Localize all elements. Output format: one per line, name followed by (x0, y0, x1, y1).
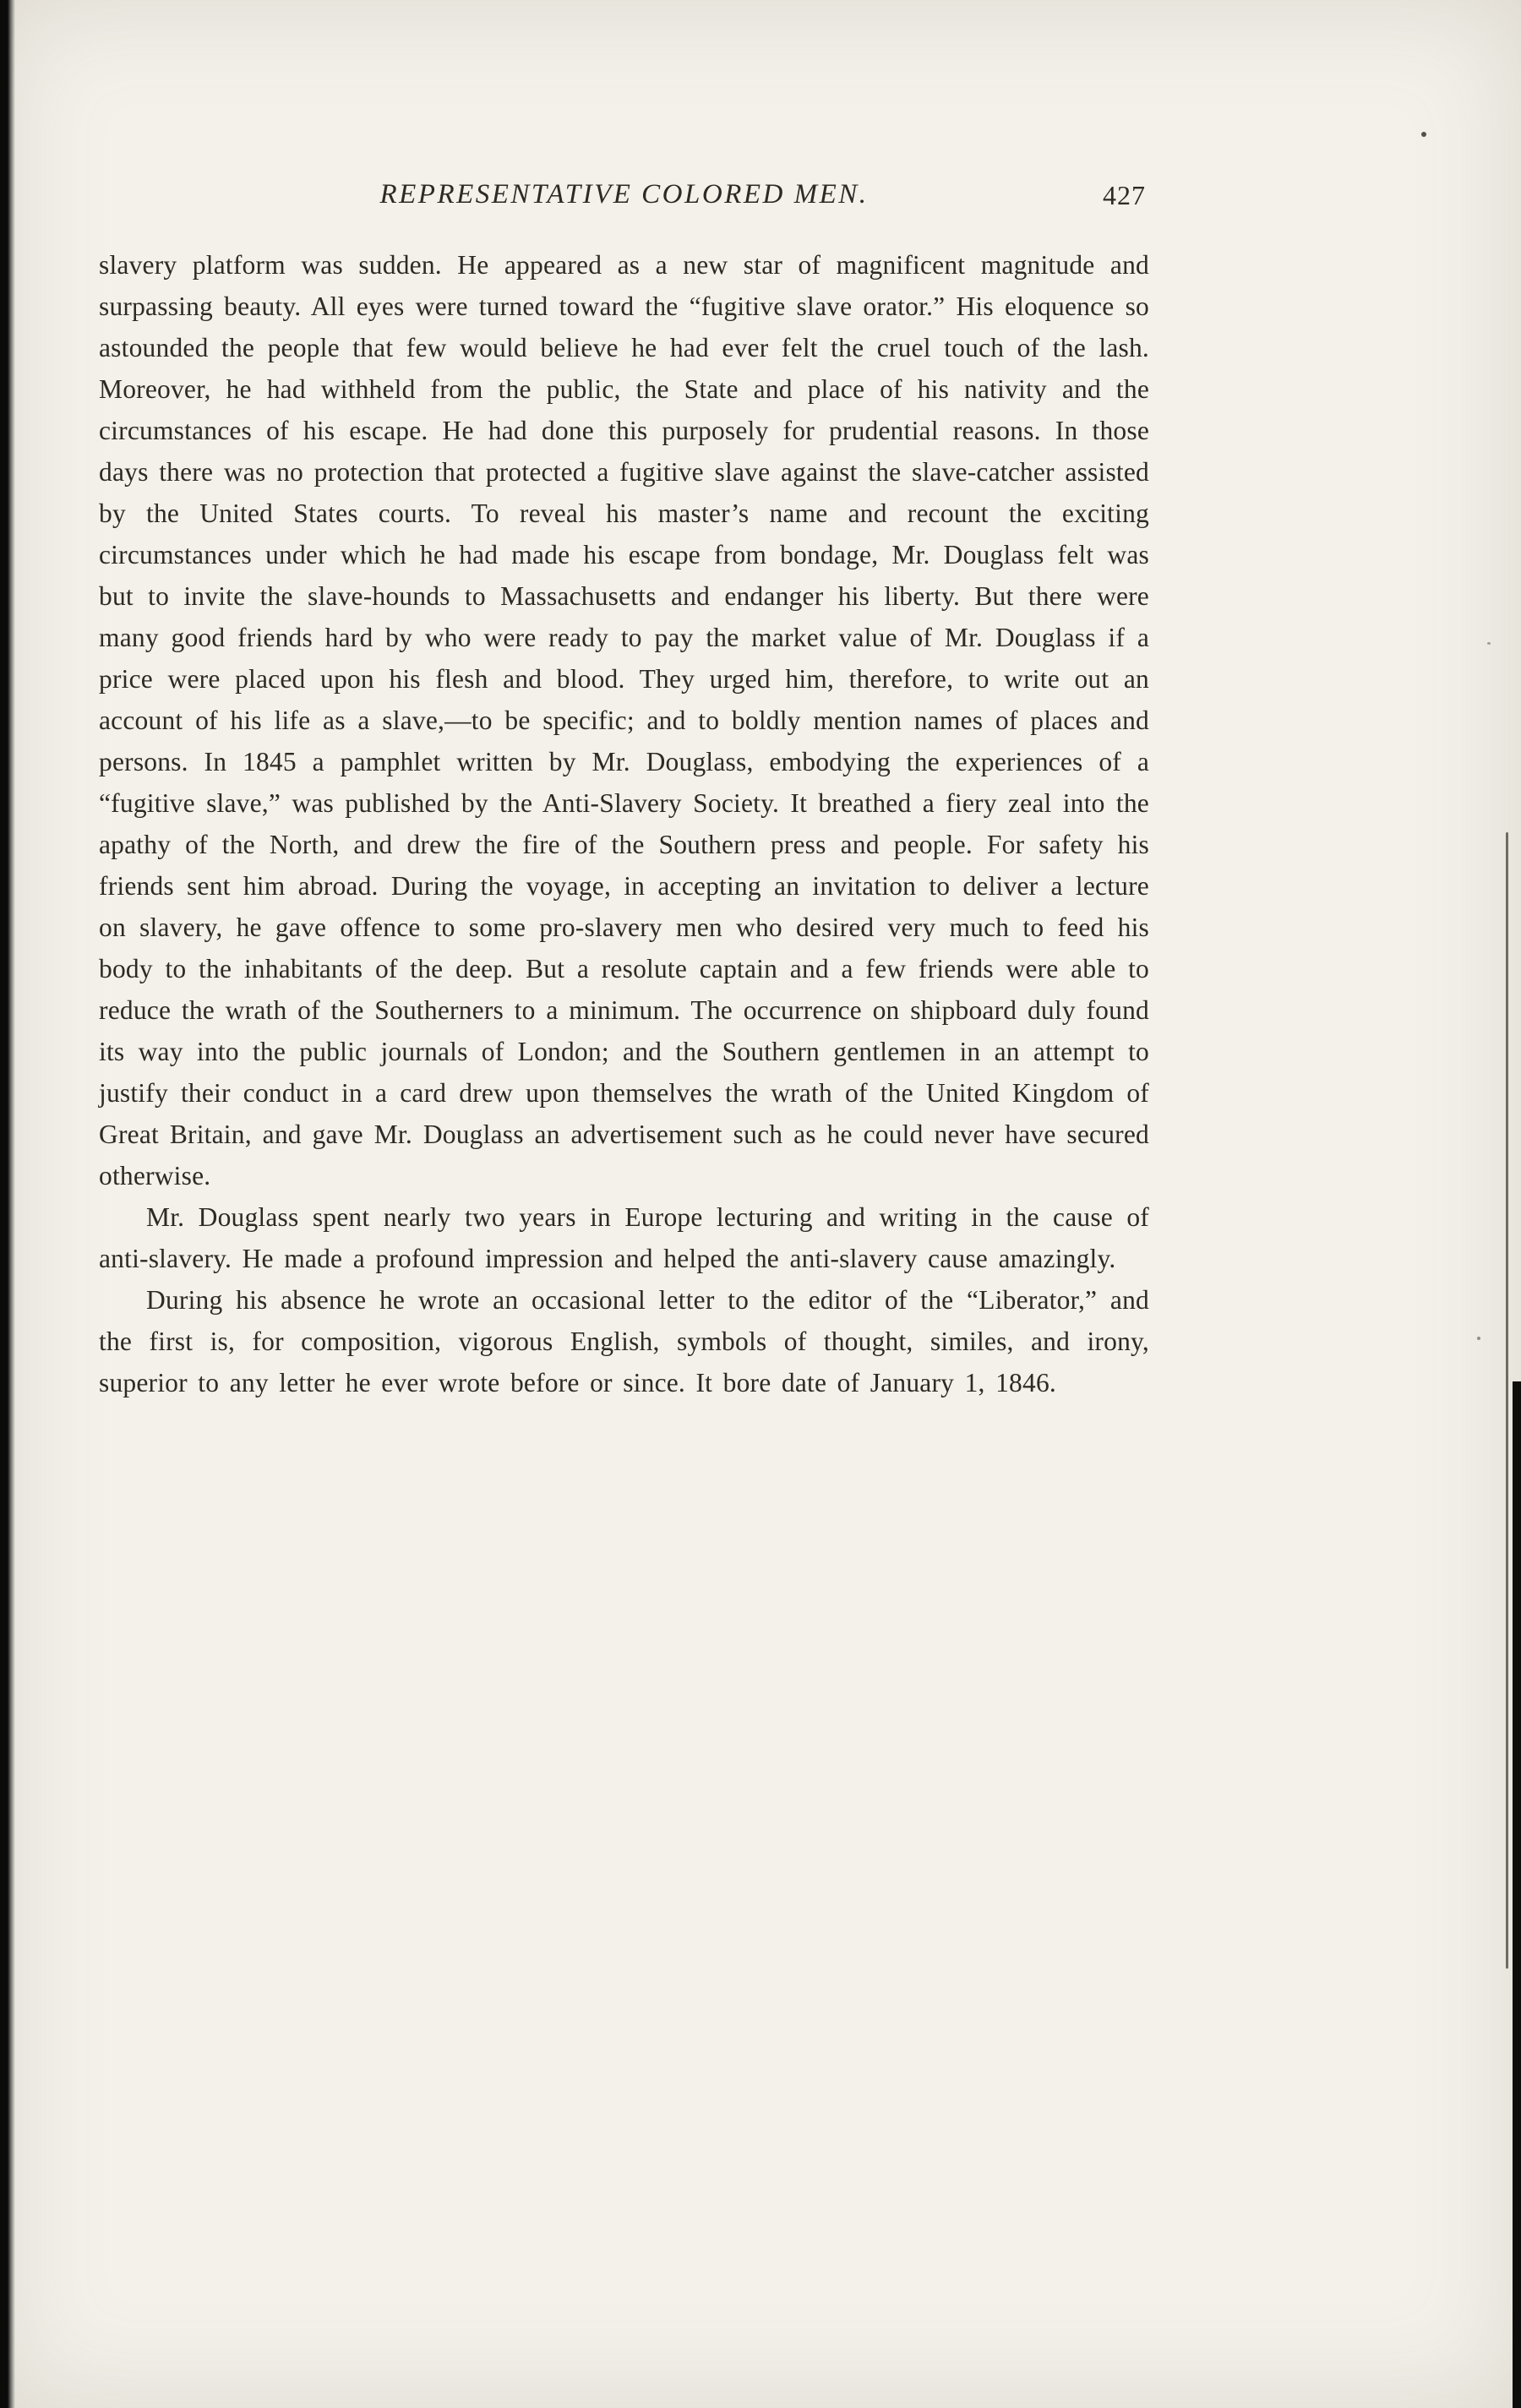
paragraph-2: Mr. Douglass spent nearly two years in Europe lecturing and writing in the cause of anti-slavery. He made a profound impression and helped the anti-slavery cause amazingly. (99, 1202, 1149, 1273)
paragraph-3: During his absence he wrote an occasional letter to the editor of the “Liberator,” and the first is, for composition, vigorous English, symbols of thought, similes, and irony, superior to any letter he ever wrote before or since. It bore date of January 1, 1846. (99, 1285, 1149, 1397)
paragraph-1: slavery platform was sudden. He appeared as a new star of magnificent magnitude and surpassing beauty. All eyes were turned toward the “fugitive slave orator.” His eloquence so astounded the people that few would believe he had ever felt the cruel touch of the lash. Moreover, he had withheld from the public, the State and place of his nativity and the circumstances of his escape. He had done this purposely for prudential reasons. In those days there was no protection that protected a fugitive slave against the slave-catcher assisted by the United States courts. To reveal his master’s name and recount the exciting circumstances under which he had made his escape from bondage, Mr. Douglass felt was but to invite the slave-hounds to Massachusetts and endanger his liberty. But there were many good friends hard by who were ready to pay the market value of Mr. Douglass if a price were placed upon his flesh and blood. They urged him, therefore, to write out an account of his life as a slave,—to be specific; and to boldly mention names of places and persons. In 1845 a pamphlet written by Mr. Douglass, embodying the experiences of a “fugitive slave,” was published by the Anti-Slavery Society. It breathed a fiery zeal into the apathy of the North, and drew the fire of the Southern press and people. For safety his friends sent him abroad. During the voyage, in accepting an invitation to deliver a lecture on slavery, he gave offence to some pro-slavery men who desired very much to feed his body to the inhabitants of the deep. But a resolute captain and a few friends were able to reduce the wrath of the Southerners to a minimum. The occurrence on shipboard duly found its way into the public journals of London; and the Southern gentlemen in an attempt to justify their conduct in a card drew upon themselves the wrath of the United Kingdom of Great Britain, and gave Mr. Douglass an advertisement such as he could never have secured otherwise. (99, 250, 1149, 1190)
page-text (99, 244, 1149, 1403)
scan-speck (1487, 642, 1491, 645)
scan-artifact-right-line (1506, 832, 1508, 1969)
scan-speck (1477, 1337, 1480, 1340)
scan-speck (1421, 132, 1426, 137)
scan-artifact-right-bar (1513, 1381, 1521, 2408)
page-header (99, 179, 1149, 223)
scan-artifact-left-edge (0, 0, 15, 2408)
page-number: 427 (1103, 180, 1146, 210)
running-title: REPRESENTATIVE COLORED MEN. (379, 179, 869, 210)
